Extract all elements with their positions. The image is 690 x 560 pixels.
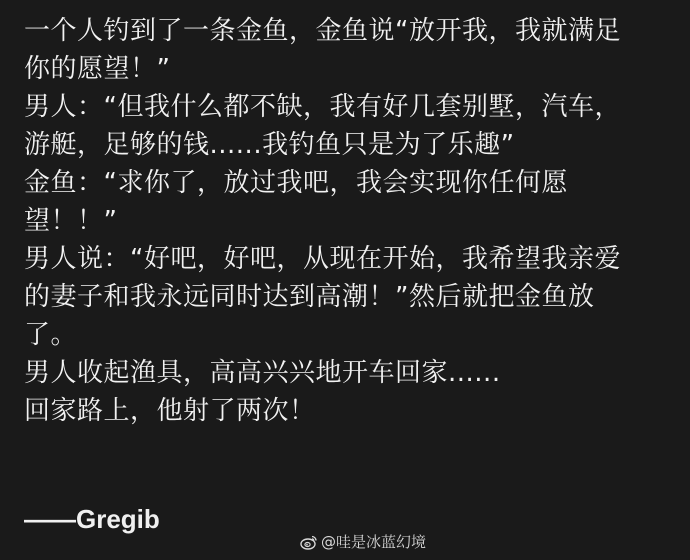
story-line: 金鱼：“求你了，放过我吧，我会实现你任何愿: [24, 168, 568, 198]
story-line: 男人收起渔具，高高兴兴地开车回家......: [24, 358, 501, 388]
story-line: 男人：“但我什么都不缺，我有好几套别墅，汽车，: [24, 92, 621, 122]
watermark-text: @哇是冰蓝幻境: [321, 533, 427, 551]
weibo-watermark: [300, 532, 426, 552]
story-line: 男人说：“好吧，好吧，从现在开始，我希望我亲爱: [24, 244, 621, 274]
story-line: 一个人钓到了一条金鱼，金鱼说“放开我，我就满足: [24, 16, 621, 46]
story-line: 的妻子和我永远同时达到高潮！”然后就把金鱼放: [24, 282, 595, 312]
story-line: 望！！”: [24, 206, 118, 236]
story-line: 回家路上，他射了两次！: [24, 396, 316, 426]
weibo-icon: [300, 534, 318, 550]
author-signature: ——Gregib: [24, 504, 160, 534]
story-text: [24, 12, 670, 430]
story-line: 了。: [24, 320, 78, 350]
story-line: 你的愿望！”: [24, 54, 171, 84]
story-line: 游艇，足够的钱......我钓鱼只是为了乐趣”: [24, 130, 515, 160]
